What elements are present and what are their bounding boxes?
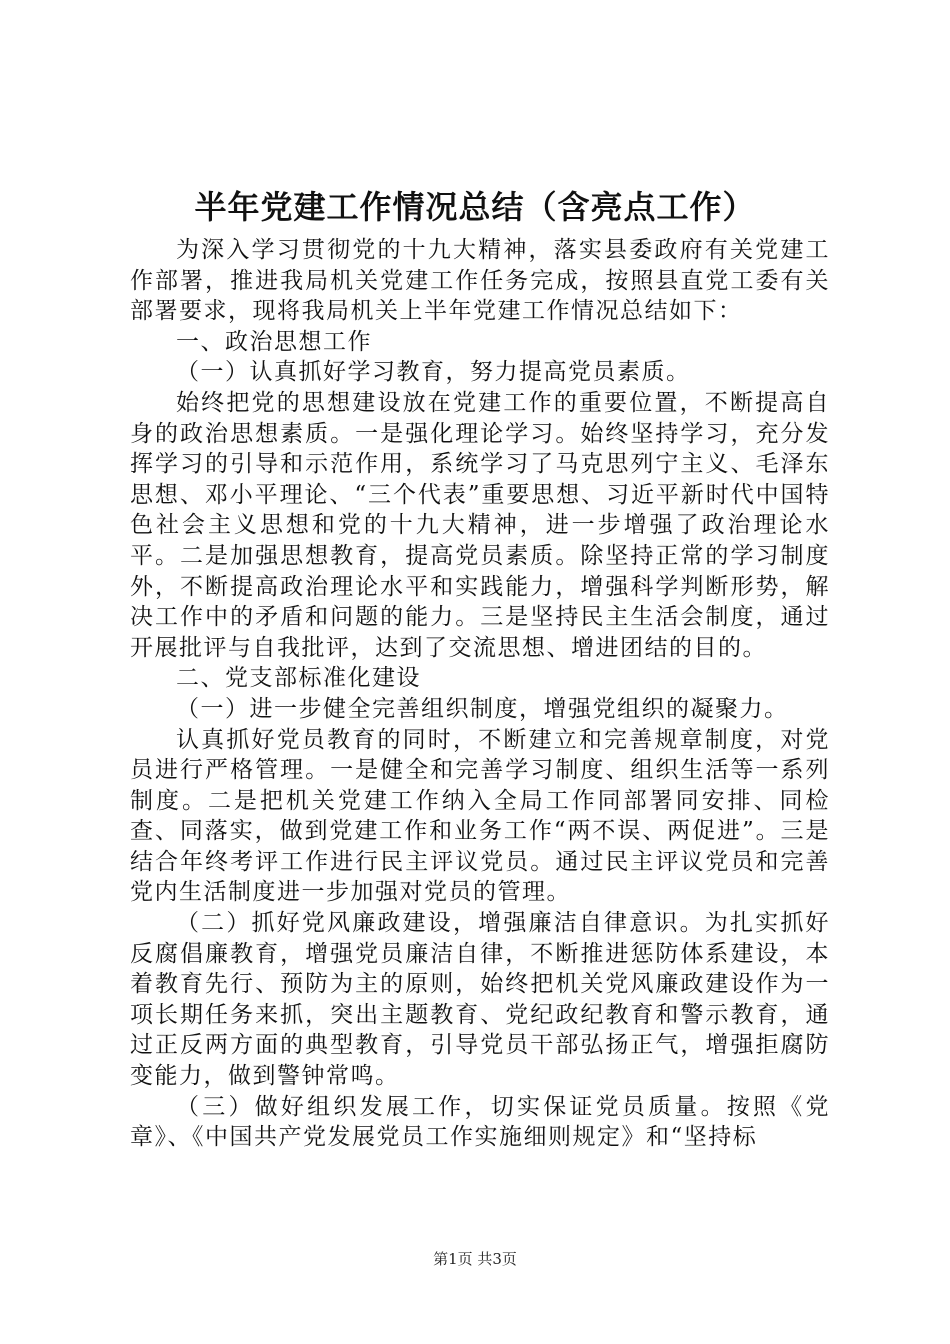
page-number-footer: 第1页 共3页 [433,1250,517,1268]
document-title: 半年党建工作情况总结（含亮点工作） [194,188,756,226]
body-paragraph-clean-government: （二）抓好党风廉政建设，增强廉洁自律意识。为扎实抓好反腐倡廉教育，增强党员廉洁自律，不断推进惩防体系建设，本着教育先行、预防为主的原则，始终把机关党风廉政建设作为一项长期任务来抓，突出主题教育、党纪政纪教育和警示教育，通过正反两方面的典型教育，引导党员干部弘扬正气，增强拒腐防变能力，做到警钟常鸣。 [130,910,830,1090]
section-heading-branch-standardization: 二、党支部标准化建设 [176,665,421,692]
subsection-heading-organization-system: （一）进一步健全完善组织制度，增强党组织的凝聚力。 [176,695,789,722]
section-heading-political-thought: 一、政治思想工作 [176,328,372,355]
intro-paragraph: 为深入学习贯彻党的十九大精神，落实县委政府有关党建工作部署，推进我局机关党建工作任务完成，按照县直党工委有关部署要求，现将我局机关上半年党建工作情况总结如下： [130,237,830,325]
body-paragraph-thought-building: 始终把党的思想建设放在党建工作的重要位置，不断提高自身的政治思想素质。一是强化理论学习。始终坚持学习，充分发挥学习的引导和示范作用，系统学习了马克思列宁主义、毛泽东思想、邓小平理论、“三个代表”重要思想、习近平新时代中国特色社会主义思想和党的十九大精神，进一步增强了政治理论水平。二是加强思想教育，提高党员素质。除坚持正常的学习制度外，不断提高政治理论水平和实践能力，增强科学判断形势，解决工作中的矛盾和问题的能力。三是坚持民主生活会制度，通过开展批评与自我批评，达到了交流思想、增进团结的目的。 [130,389,830,661]
subsection-heading-study-education: （一）认真抓好学习教育，努力提高党员素质。 [176,359,691,386]
body-paragraph-organization-development: （三）做好组织发展工作，切实保证党员质量。按照《党章》、《中国共产党发展党员工作实施细则规定》和“坚持标 [130,1093,830,1151]
body-paragraph-member-management: 认真抓好党员教育的同时，不断建立和完善规章制度，对党员进行严格管理。一是健全和完善学习制度、组织生活等一系列制度。二是把机关党建工作纳入全局工作同部署同安排、同检查、同落实，做到党建工作和业务工作“两不误、两促进”。三是结合年终考评工作进行民主评议党员。通过民主评议党员和完善党内生活制度进一步加强对党员的管理。 [130,726,830,906]
document-body [130,235,830,1153]
